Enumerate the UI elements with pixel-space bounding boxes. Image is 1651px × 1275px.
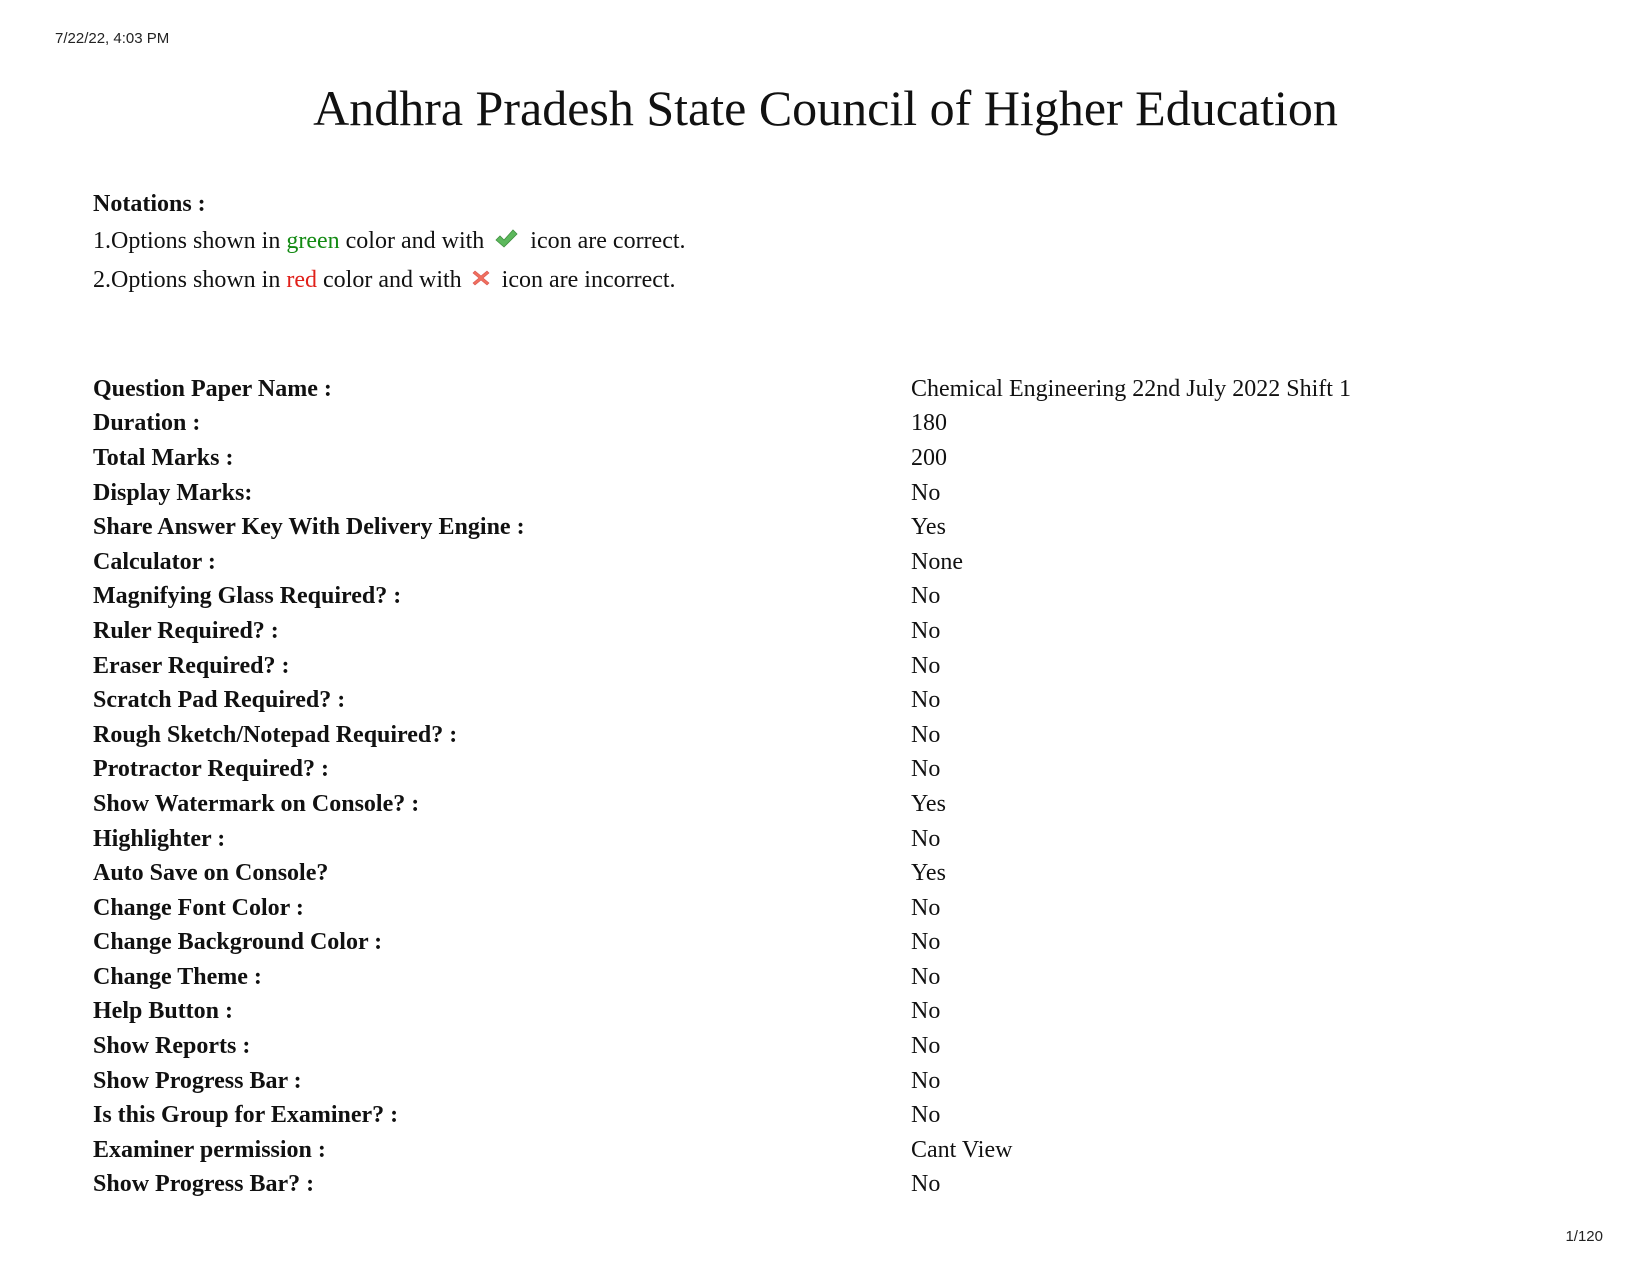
detail-row bbox=[93, 476, 1351, 511]
detail-label: Total Marks : bbox=[93, 444, 234, 471]
detail-label: Is this Group for Examiner? : bbox=[93, 1102, 399, 1129]
detail-label: Display Marks: bbox=[93, 479, 253, 506]
detail-value: Yes bbox=[911, 860, 946, 887]
detail-label: Scratch Pad Required? : bbox=[93, 687, 346, 714]
detail-row bbox=[93, 614, 1351, 649]
detail-value: No bbox=[911, 479, 941, 506]
detail-label: Show Progress Bar : bbox=[93, 1067, 302, 1094]
detail-row bbox=[93, 718, 1351, 753]
notation-correct-suffix: icon are correct. bbox=[524, 228, 686, 255]
detail-label: Magnifying Glass Required? : bbox=[93, 583, 402, 610]
notation-incorrect-middle: color and with bbox=[317, 267, 468, 294]
detail-value: Yes bbox=[911, 514, 946, 541]
notation-correct-prefix: 1.Options shown in bbox=[93, 228, 287, 255]
detail-label: Change Theme : bbox=[93, 963, 262, 990]
detail-row bbox=[93, 441, 1351, 476]
detail-value: No bbox=[911, 687, 941, 714]
detail-label: Ruler Required? : bbox=[93, 617, 279, 644]
detail-label: Help Button : bbox=[93, 998, 234, 1025]
detail-value: None bbox=[911, 548, 963, 575]
detail-label: Highlighter : bbox=[93, 825, 226, 852]
check-icon bbox=[494, 225, 518, 262]
detail-label: Change Font Color : bbox=[93, 894, 304, 921]
detail-row bbox=[93, 856, 1351, 891]
detail-row bbox=[93, 545, 1351, 580]
detail-value: No bbox=[911, 894, 941, 921]
detail-value: Yes bbox=[911, 790, 946, 817]
detail-row bbox=[93, 649, 1351, 684]
detail-value: No bbox=[911, 1171, 941, 1198]
print-timestamp: 7/22/22, 4:03 PM bbox=[55, 30, 170, 47]
detail-value: No bbox=[911, 1067, 941, 1094]
detail-label: Calculator : bbox=[93, 548, 216, 575]
detail-row bbox=[93, 787, 1351, 822]
detail-value: Chemical Engineering 22nd July 2022 Shift 1 bbox=[911, 375, 1351, 402]
notations-section bbox=[93, 186, 686, 302]
detail-value: No bbox=[911, 721, 941, 748]
detail-label: Duration : bbox=[93, 410, 201, 437]
notation-incorrect bbox=[93, 262, 686, 301]
detail-value: No bbox=[911, 583, 941, 610]
detail-row bbox=[93, 960, 1351, 995]
detail-value: No bbox=[911, 1033, 941, 1060]
detail-value: No bbox=[911, 652, 941, 679]
page-title: Andhra Pradesh State Council of Higher Education bbox=[313, 80, 1338, 136]
detail-row bbox=[93, 1168, 1351, 1203]
page-number: 1/120 bbox=[1565, 1228, 1603, 1245]
detail-value: No bbox=[911, 963, 941, 990]
detail-label: Show Reports : bbox=[93, 1033, 251, 1060]
detail-row bbox=[93, 1098, 1351, 1133]
detail-label: Protractor Required? : bbox=[93, 756, 329, 783]
detail-row bbox=[93, 372, 1351, 407]
notation-incorrect-suffix: icon are incorrect. bbox=[495, 267, 676, 294]
detail-value: Cant View bbox=[911, 1136, 1013, 1163]
detail-label: Auto Save on Console? bbox=[93, 860, 329, 887]
notation-correct bbox=[93, 223, 686, 262]
detail-value: 180 bbox=[911, 410, 947, 437]
detail-row bbox=[93, 1133, 1351, 1168]
detail-label: Eraser Required? : bbox=[93, 652, 290, 679]
detail-row bbox=[93, 1029, 1351, 1064]
detail-label: Show Progress Bar? : bbox=[93, 1171, 315, 1198]
detail-value: No bbox=[911, 929, 941, 956]
detail-row bbox=[93, 926, 1351, 961]
detail-row bbox=[93, 407, 1351, 442]
detail-row bbox=[93, 683, 1351, 718]
detail-value: 200 bbox=[911, 444, 947, 471]
cross-icon bbox=[472, 264, 490, 301]
detail-row bbox=[93, 822, 1351, 857]
detail-value: No bbox=[911, 617, 941, 644]
notation-correct-middle: color and with bbox=[339, 228, 491, 255]
detail-row bbox=[93, 580, 1351, 615]
detail-label: Examiner permission : bbox=[93, 1136, 326, 1163]
detail-row bbox=[93, 753, 1351, 788]
detail-row bbox=[93, 510, 1351, 545]
detail-value: No bbox=[911, 825, 941, 852]
detail-row bbox=[93, 995, 1351, 1030]
detail-label: Show Watermark on Console? : bbox=[93, 790, 420, 817]
question-paper-details bbox=[93, 372, 1351, 1202]
notation-green-word: green bbox=[286, 228, 340, 255]
notation-incorrect-prefix: 2.Options shown in bbox=[93, 267, 287, 294]
detail-label: Change Background Color : bbox=[93, 929, 383, 956]
detail-value: No bbox=[911, 756, 941, 783]
detail-label: Share Answer Key With Delivery Engine : bbox=[93, 514, 525, 541]
detail-row bbox=[93, 891, 1351, 926]
notations-heading: Notations : bbox=[93, 191, 206, 217]
detail-label: Rough Sketch/Notepad Required? : bbox=[93, 721, 458, 748]
detail-value: No bbox=[911, 1102, 941, 1129]
detail-value: No bbox=[911, 998, 941, 1025]
detail-row bbox=[93, 1064, 1351, 1099]
detail-label: Question Paper Name : bbox=[93, 375, 332, 402]
notation-red-word: red bbox=[286, 267, 318, 294]
